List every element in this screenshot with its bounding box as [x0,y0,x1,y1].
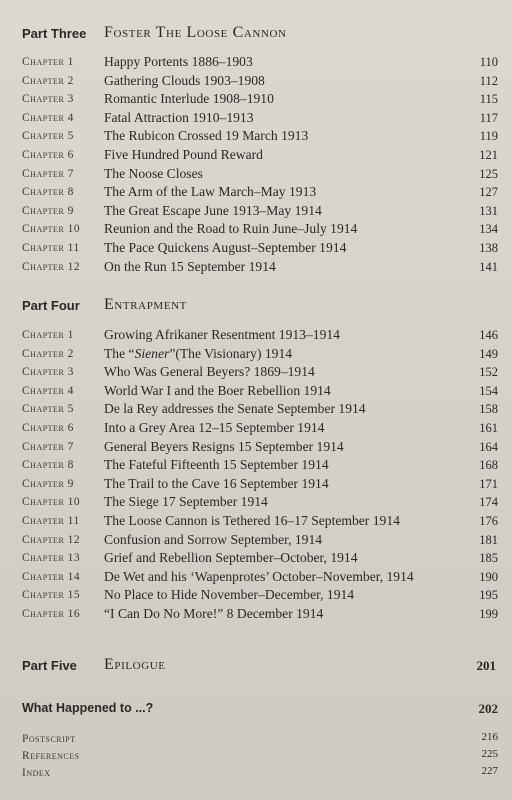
chapter-title: On the Run 15 September 1914 [104,258,276,274]
toc-row [22,401,498,420]
chapter-number: Chapter 4 [22,111,74,124]
back-matter-label: Postscript [22,733,76,745]
toc-row [22,457,498,476]
chapter-number: Chapter 9 [22,204,74,217]
part-title: Entrapment [104,296,187,313]
chapter-number: Chapter 6 [22,421,74,434]
toc-row [22,128,498,147]
chapter-title: The Arm of the Law March–May 1913 [104,184,317,200]
toc-row [22,327,498,346]
page-number: 115 [479,92,498,107]
page-number: 174 [479,495,498,510]
page-number: 185 [479,551,498,566]
page-number: 117 [479,110,498,125]
chapter-title: The Fateful Fifteenth 15 September 1914 [104,457,329,473]
page-number: 176 [479,513,498,528]
part-label: Part Three [22,26,87,41]
page-number: 119 [479,129,498,144]
chapter-number: Chapter 15 [22,589,81,602]
chapter-title: Fatal Attraction 1910–1913 [104,109,254,125]
toc-row [22,91,498,110]
page-number: 146 [479,328,498,342]
chapter-number: Chapter 12 [22,260,81,273]
toc-row [22,110,498,129]
chapter-title: The Noose Closes [104,165,203,181]
part-three-heading [22,24,496,48]
page-number: 168 [479,458,498,473]
toc-row [22,532,498,551]
toc-row [22,221,498,240]
chapter-title: Happy Portents 1886–1903 [104,54,253,69]
toc-row [22,383,498,402]
chapter-number: Chapter 9 [22,477,74,490]
chapter-number: Chapter 8 [22,459,74,472]
chapter-title: Confusion and Sorrow September, 1914 [104,531,323,547]
chapter-number: Chapter 7 [22,440,74,453]
page-number: 154 [479,383,498,398]
chapter-title-part: The “ [104,345,135,361]
part-label: Part Five [22,658,77,673]
chapter-number: Chapter 2 [22,347,74,360]
chapter-title: Who Was General Beyers? 1869–1914 [104,364,315,380]
toc-row [22,259,498,278]
chapter-number: Chapter 6 [22,148,74,161]
chapter-number: Chapter 7 [22,167,74,180]
page-number: 171 [479,476,498,491]
toc-row [22,569,498,588]
chapter-title-emphasis: Siener [134,345,170,361]
toc-row [22,439,498,458]
toc-row [22,494,498,513]
chapter-title-part: ”(The Visionary) 1914 [169,345,293,361]
chapter-number: Chapter 10 [22,223,81,236]
part-label: Part Four [22,298,80,313]
page-number: 141 [479,259,498,274]
page-number: 110 [479,55,498,69]
page-number: 149 [479,346,498,361]
chapter-title: The Trail to the Cave 16 September 1914 [104,475,329,491]
chapter-title: Reunion and the Road to Ruin June–July 1914 [104,221,358,237]
chapter-number: Chapter 13 [22,552,81,565]
part-five-heading [22,656,496,680]
toc-row [22,513,498,532]
what-happened-heading [22,701,498,723]
toc-row [22,476,498,495]
chapter-title: General Beyers Resigns 15 September 1914 [104,438,344,454]
toc-row [22,203,498,222]
chapter-title: The Great Escape June 1913–May 1914 [104,202,322,218]
chapter-number: Chapter 10 [22,496,81,509]
back-matter-label: Index [22,767,51,779]
page-number: 199 [479,606,498,621]
chapter-number: Chapter 8 [22,186,74,199]
toc-row [22,587,498,606]
back-matter-label: References [22,750,80,762]
chapter-title: Five Hundred Pound Reward [104,146,263,162]
page-number: 125 [479,166,498,181]
page-number: 225 [481,748,498,760]
toc-row [22,606,498,625]
part-title: Epilogue [104,656,166,673]
section-title: What Happened to ...? [22,701,154,715]
page-number: 127 [479,185,498,200]
chapter-title: The Pace Quickens August–September 1914 [104,239,347,255]
chapter-title: Grief and Rebellion September–October, 1914 [104,550,358,566]
page-number: 138 [479,240,498,255]
page-number: 134 [479,222,498,237]
toc-row [22,364,498,383]
chapter-title: No Place to Hide November–December, 1914 [104,587,355,603]
toc-row [22,748,498,765]
page-number: 202 [478,701,498,716]
page-number: 152 [479,365,498,380]
toc-row [22,184,498,203]
chapter-number: Chapter 1 [22,56,74,68]
chapter-title [104,346,292,362]
chapter-number: Chapter 1 [22,329,74,341]
toc-row [22,147,498,166]
page-number: 158 [479,402,498,417]
toc-row [22,420,498,439]
toc-row [22,765,498,782]
page-number: 181 [479,532,498,547]
chapter-title: Romantic Interlude 1908–1910 [104,91,274,107]
chapter-number: Chapter 3 [22,366,74,379]
chapter-title: The Loose Cannon is Tethered 16–17 September 1914 [104,512,400,528]
chapter-title: Gathering Clouds 1903–1908 [104,72,265,88]
chapter-number: Chapter 11 [22,514,80,527]
part-four-heading [22,296,496,320]
chapter-number: Chapter 14 [22,570,81,583]
toc-row [22,166,498,185]
chapter-number: Chapter 3 [22,93,74,106]
chapter-number: Chapter 11 [22,241,80,254]
part-title: Foster The Loose Cannon [104,24,287,41]
chapter-title: “I Can Do No More!” 8 December 1914 [104,605,324,621]
page-number: 161 [479,420,498,435]
back-matter-list [22,731,498,782]
toc-row [22,346,498,365]
chapter-title: The Rubicon Crossed 19 March 1913 [104,128,309,144]
part-three-chapters [22,54,498,277]
part-four-chapters [22,327,498,625]
toc-row [22,240,498,259]
toc-row [22,731,498,748]
page-number: 201 [476,658,496,673]
chapter-title: The Siege 17 September 1914 [104,494,268,510]
page-number: 195 [479,588,498,603]
toc-row [22,73,498,92]
chapter-number: Chapter 5 [22,403,74,416]
chapter-number: Chapter 16 [22,607,81,620]
chapter-title: Into a Grey Area 12–15 September 1914 [104,419,325,435]
toc-row [22,550,498,569]
page-number: 112 [479,73,498,88]
chapter-title: De Wet and his ‘Wapenprotes’ October–November, 1914 [104,568,414,584]
page-number: 164 [479,439,498,454]
page-number: 121 [479,147,498,162]
chapter-number: Chapter 12 [22,533,81,546]
chapter-title: World War I and the Boer Rebellion 1914 [104,382,331,398]
chapter-title: Growing Afrikaner Resentment 1913–1914 [104,327,340,342]
page-number: 227 [481,765,498,777]
chapter-number: Chapter 5 [22,130,74,143]
toc-row [22,54,498,73]
chapter-number: Chapter 4 [22,384,74,397]
page-number: 190 [479,569,498,584]
page-number: 131 [479,203,498,218]
chapter-title: De la Rey addresses the Senate September 1914 [104,401,366,417]
page-number: 216 [481,731,498,743]
chapter-number: Chapter 2 [22,74,74,87]
